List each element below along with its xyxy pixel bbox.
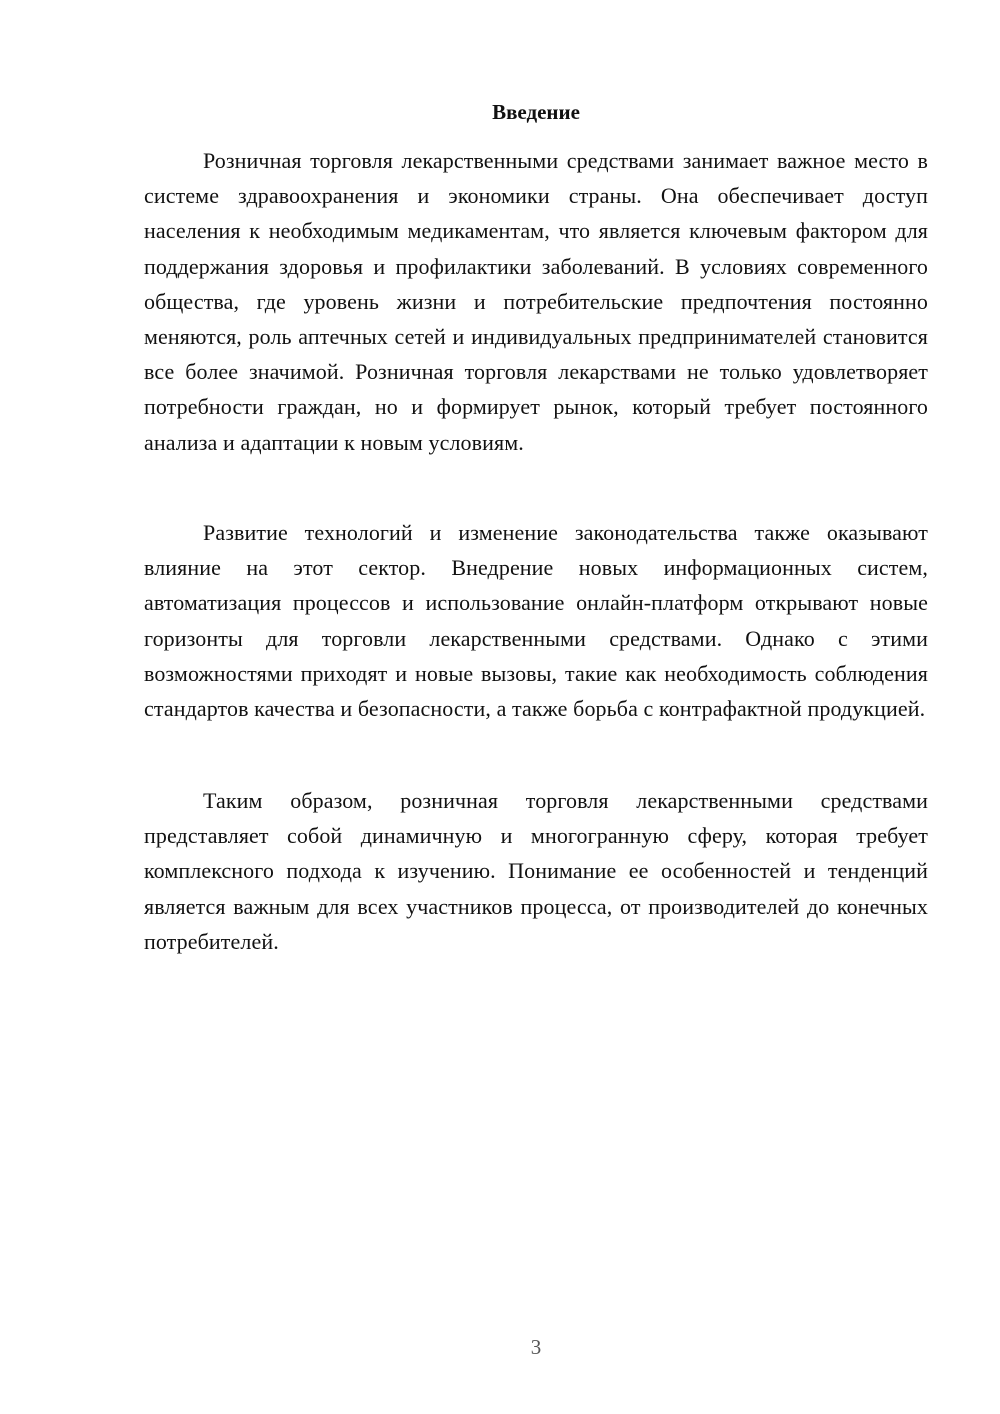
body-paragraph-2: Развитие технологий и изменение законодательства также оказывают влияние на этот сектор. Внедрение новых информационных систем, автоматизация процессов и использование онлайн-платформ открывают новые горизонты для торговли лекарственными средствами. Однако с этими возможностями приходят и новые вызовы, такие как необходимость соблюдения стандартов качества и безопасности, а также борьба с контрафактной продукцией. [144,520,928,722]
page-number: 3 [530,1335,542,1359]
body-paragraph-1: Розничная торговля лекарственными средствами занимает важное место в системе здравоохранения и экономики страны. Она обеспечивает доступ населения к необходимым медикаментам, что является ключевым фактором для поддержания здоровья и профилактики заболеваний. В условиях современного общества, где уровень жизни и потребительские предпочтения постоянно меняются, роль аптечных сетей и индивидуальных предпринимателей становится все более значимой. Розничная торговля лекарствами не только удовлетворяет потребности граждан, но и формирует рынок, который требует постоянного анализа и адаптации к новым условиям. [144,148,928,455]
body-paragraph-3: Таким образом, розничная торговля лекарственными средствами представляет собой динамичную и многогранную сферу, которая требует комплексного подхода к изучению. Понимание ее особенностей и тенденций является важным для всех участников процесса, от производителей до конечных потребителей. [144,788,928,954]
section-title: Введение [492,100,580,124]
